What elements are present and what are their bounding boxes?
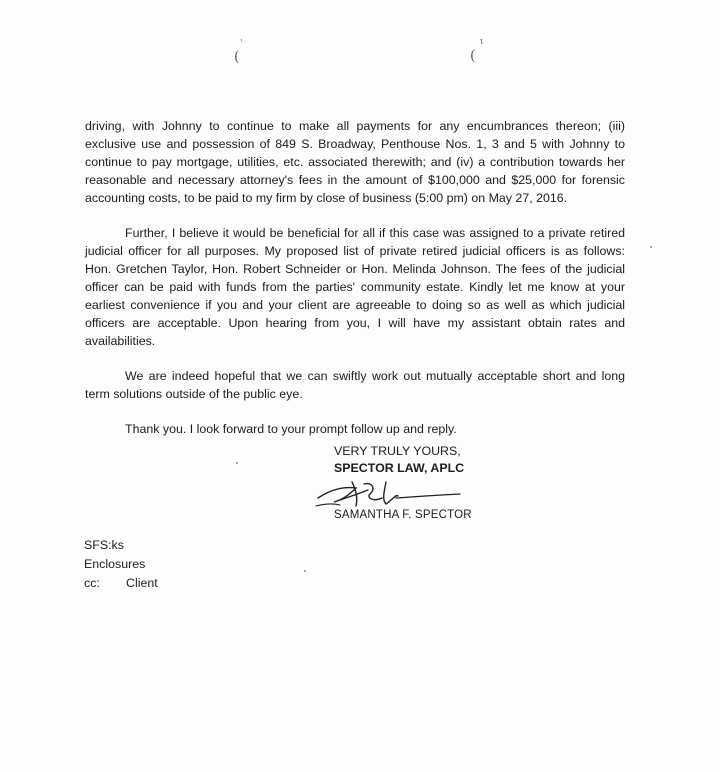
paragraph-retired-judicial-officer: Further, I believe it would be beneficial for all if this case was assigned to a private retired judicial officer for all purposes. My proposed list of private retired judicial officers is as follows: Hon. Gretchen Taylor, Hon. Robert Schneider or Hon. Melinda Johnson. The fees of the judicial officer can be paid with funds from the parties' community estate. Kindly let me know at your earliest convenience if you and your client are agreeable to doing so as well as which judicial officers are acceptable. Upon hearing from you, I will have my assistant obtain rates and availabilities. — [85, 226, 625, 348]
scan-artifact-tick: ' — [240, 39, 243, 49]
paragraph-thank-you: Thank you. I look forward to your prompt follow up and reply. — [125, 422, 457, 436]
enclosures-note: Enclosures — [84, 557, 146, 571]
cc-label: cc: — [84, 576, 100, 590]
typist-initials: SFS:ks — [84, 538, 124, 552]
cc-recipient: Client — [126, 576, 158, 590]
letter-body — [85, 117, 625, 455]
scan-artifact-left: ( — [234, 49, 240, 65]
scan-speck — [236, 462, 238, 464]
closing-salutation: VERY TRULY YOURS, — [334, 444, 461, 458]
paragraph-hopeful: We are indeed hopeful that we can swiftly work out mutually acceptable short and long term solutions outside of the public eye. — [85, 369, 625, 401]
firm-name: SPECTOR LAW, APLC — [334, 461, 465, 475]
signer-name: SAMANTHA F. SPECTOR — [334, 509, 472, 521]
scan-speck — [304, 570, 306, 572]
letter-footer — [84, 536, 158, 593]
scan-artifact-right: ( — [470, 48, 476, 64]
closing-block — [334, 443, 464, 477]
scan-speck — [650, 246, 652, 248]
scan-artifact-tick: ι — [480, 37, 484, 47]
cc-line — [84, 574, 158, 593]
paragraph-continuation: driving, with Johnny to continue to make all payments for any encumbrances thereon; (iii) exclusive use and possession of 849 S. Broadway, Penthouse Nos. 1, 3 and 5 with Johnny to continue to pay mortgage, utilities, etc. associated therewith; and (iv) a contribution towards her reasonable and necessary attorney's fees in the amount of $100,000 and $25,000 for forensic accounting costs, to be paid to my firm by close of business (5:00 pm) on May 27, 2016. — [85, 119, 625, 205]
